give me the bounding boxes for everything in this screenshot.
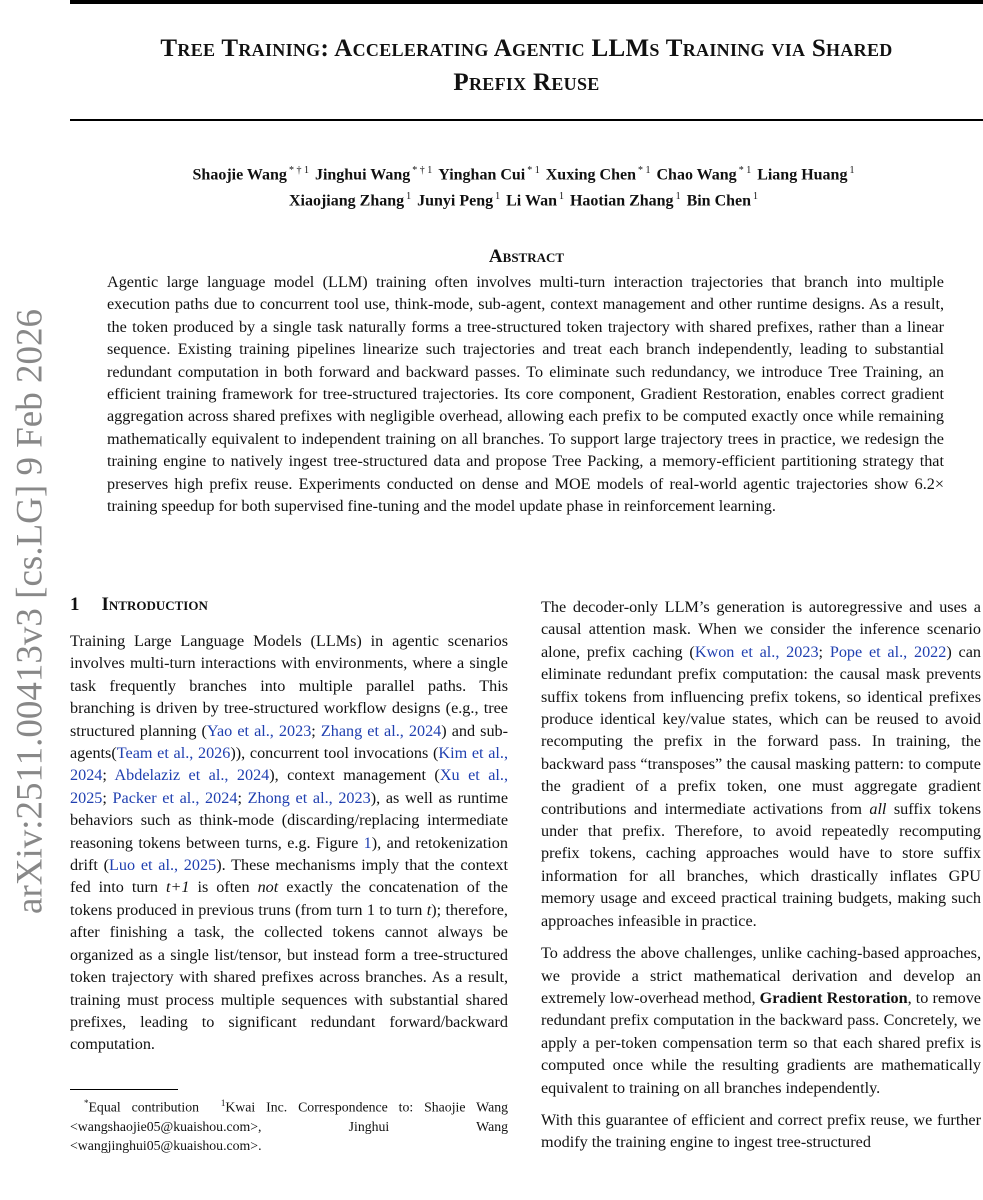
- text-run: ;: [102, 766, 115, 785]
- author-affiliation: 1: [753, 191, 759, 203]
- author-affiliation: * 1: [738, 165, 752, 176]
- citation-link[interactable]: Kwon et al., 2023: [694, 642, 819, 661]
- author-name: Yinghan Cui: [438, 166, 526, 184]
- citation-link[interactable]: Luo et al., 2025: [109, 856, 217, 875]
- citation-link[interactable]: Xu et al., 2025: [70, 766, 508, 807]
- text-run: ;: [818, 642, 830, 661]
- citation-link[interactable]: Abdelaziz et al., 2024: [114, 766, 270, 785]
- author-affiliation: 1: [406, 191, 412, 203]
- author-name: Haotian Zhang: [569, 192, 674, 210]
- text-run: ;: [237, 788, 248, 807]
- footnote: [70, 1094, 508, 1155]
- author-name: Jinghui Wang: [314, 166, 411, 184]
- author-affiliation: 1: [849, 165, 855, 176]
- footnote-aff-marker: 1: [220, 1098, 226, 1108]
- paragraph: [541, 942, 981, 1099]
- citation-link[interactable]: Zhang et al., 2024: [320, 721, 442, 740]
- section-title: Introduction: [101, 594, 208, 615]
- text-run: t: [426, 900, 432, 919]
- text-run: t+1: [165, 878, 190, 897]
- right-column: [541, 596, 981, 1164]
- author-name: Chao Wang: [656, 166, 737, 184]
- author-name: Liang Huang: [757, 166, 848, 184]
- text-run: ;: [311, 721, 321, 740]
- citation-link[interactable]: Yao et al., 2023: [206, 721, 312, 740]
- author-name: Xiaojiang Zhang: [288, 192, 405, 210]
- text-run: exactly the concatenation of the tokens produced in previous truns (from turn 1 to turn: [70, 878, 508, 919]
- paragraph: [541, 1109, 981, 1154]
- author-affiliation: * † 1: [288, 165, 309, 176]
- title-rule: [70, 119, 983, 121]
- left-column: [70, 630, 508, 1066]
- author-name: Shaojie Wang: [192, 166, 287, 184]
- author-name: Xuxing Chen: [545, 166, 636, 184]
- text-run: suffix tokens under that prefix. Therefore, to avoid repeatedly recomputing prefix tokens, caching approaches would have to store suffix information for all branches, which drastically inflates GPU memory usage and exceed practical training budgets, making such approaches infeasible in practice.: [541, 799, 981, 930]
- text-run: ), context management (: [269, 766, 440, 785]
- citation-link[interactable]: Packer et al., 2024: [112, 788, 238, 807]
- author-name: Bin Chen: [686, 192, 752, 210]
- text-run: ) and sub-agents(: [70, 721, 509, 763]
- citation-link[interactable]: Zhong et al., 2023: [247, 788, 371, 807]
- text-run: )), concurrent tool invocations (: [230, 744, 439, 763]
- citation-link[interactable]: 1: [363, 833, 372, 852]
- author-affiliation: 1: [558, 191, 564, 203]
- title-line-2: Prefix Reuse: [453, 69, 600, 96]
- footnote-rule: [70, 1089, 178, 1090]
- paper-title: [70, 32, 983, 100]
- author-affiliation: * 1: [638, 165, 651, 176]
- text-run: ), as well as runtime behaviors such as think-mode (discarding/replacing intermediate reasoning tokens between turns, e.g. Figure: [70, 788, 509, 852]
- footnote-text: Kwai Inc. Correspondence to: Shaojie Wang <wangshaojie05@kuaishou.com>, Jinghui Wang <wangjinghui05@kuaishou.com>.: [70, 1099, 508, 1153]
- abstract-text: Agentic large language model (LLM) training often involves multi-turn interaction trajectories that branch into multiple execution paths due to concurrent tool use, think-mode, sub-agent, context management and other runtime designs. As a result, the token produced by a single task naturally forms a tree-structured token trajectory with shared prefixes, rather than a linear sequence. Existing training pipelines linearize such trajectories and treat each branch independently, leading to substantial redundant computation in both forward and backward passes. To eliminate such redundancy, we introduce Tree Training, an efficient training framework for tree-structured trajectories. Its core component, Gradient Restoration, enables correct gradient aggregation across shared prefixes with negligible overhead, allowing each prefix to be computed exactly once while remaining mathematically equivalent to independent training on all branches. To support large trajectory trees in practice, we redesign the training engine to natively ingest tree-structured data and propose Tree Packing, a memory-efficient partitioning strategy that preserves high prefix reuse. Experiments conducted on dense and MOE models of real-world agentic trajectories show 6.2× training speedup for both supervised fine-tuning and the model update phase in reinforcement learning.: [107, 273, 944, 516]
- text-run: ), and retokenization drift (: [70, 833, 508, 875]
- abstract-heading: Abstract: [488, 246, 565, 267]
- footnote-marker: *: [84, 1098, 89, 1108]
- author-affiliation: 1: [495, 191, 501, 203]
- footnote-equal: Equal contribution: [88, 1099, 200, 1115]
- text-run: is often: [189, 878, 258, 897]
- title-line-1: Tree Training: Accelerating Agentic LLMs Training via Shared: [160, 35, 893, 62]
- text-run: To address the above challenges, unlike caching-based approaches, we provide a strict mathematical derivation and develop an extremely low-overhead method,: [541, 944, 981, 1007]
- author-affiliation: * 1: [527, 165, 540, 176]
- text-run: , to remove redundant prefix computation in the backward pass. Concretely, we apply a per-token compensation term so that each shared prefix is computed once while the resulting gradients are mathematically equivalent to training on all branches independently.: [541, 988, 981, 1097]
- arxiv-stamp: arXiv:2511.00413v3 [cs.LG] 9 Feb 2026: [9, 309, 51, 914]
- author-list: [70, 160, 983, 213]
- citation-link[interactable]: Kim et al., 2024: [70, 744, 508, 785]
- citation-link[interactable]: Team et al., 2026: [116, 744, 231, 763]
- paragraph: [70, 630, 508, 1056]
- author-name: Li Wan: [506, 192, 557, 210]
- paragraph: [541, 596, 981, 932]
- text-run: ) can eliminate redundant prefix computation: the causal mask prevents suffix tokens from influencing prefix tokens, so identical prefixes produce identical key/value states, which can be reused to avoid recomputing the prefix in the forward pass. In training, the backward pass “transposes” the causal masking pattern: to compute the gradient of a prefix token, one must aggregate gradient contributions and intermediate activations from: [541, 642, 982, 818]
- text-run: ;: [102, 788, 113, 807]
- section-heading: [70, 594, 208, 616]
- text-run: all: [869, 799, 887, 818]
- text-run: Gradient Restoration: [759, 988, 908, 1007]
- text-run: ). These mechanisms imply that the context fed into turn: [70, 856, 508, 897]
- text-run: With this guarantee of efficient and correct prefix reuse, we further modify the training engine to ingest tree-structured: [541, 1110, 981, 1152]
- author-name: Junyi Peng: [417, 192, 494, 210]
- text-run: The decoder-only LLM’s generation is autoregressive and uses a causal attention mask. When we consider the inference scenario alone, prefix caching (: [541, 598, 981, 661]
- section-number: 1: [70, 594, 80, 615]
- text-run: Training Large Language Models (LLMs) in agentic scenarios involves multi-turn interactions with environments, where a single task frequently branches into multiple parallel paths. This branching is driven by tree-structured workflow designs (e.g., tree structured planning (: [70, 632, 508, 740]
- author-affiliation: 1: [675, 191, 681, 203]
- top-rule: [70, 0, 983, 4]
- citation-link[interactable]: Pope et al., 2022: [829, 642, 947, 661]
- text-run: not: [257, 878, 279, 897]
- text-run: ); therefore, after finishing a task, the collected tokens cannot always be organized as a single list/tensor, but instead form a tree-structured token trajectory with shared prefixes across branches. As a result, training must process multiple sequences with substantial shared prefixes, leading to significant redundant forward/backward computation.: [70, 900, 508, 1054]
- author-affiliation: * † 1: [412, 165, 433, 176]
